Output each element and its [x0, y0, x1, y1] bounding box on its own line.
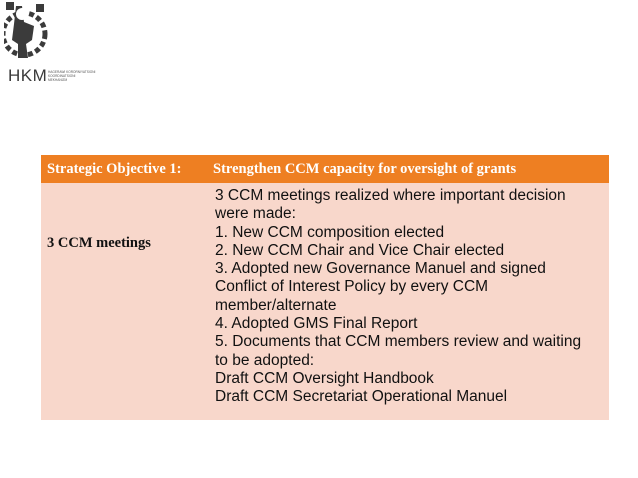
detail-line: 1. New CCM composition elected: [215, 223, 445, 241]
table-row: [41, 183, 609, 420]
detail-line: 4. Adopted GMS Final Report: [215, 315, 418, 333]
row-label: 3 CCM meetings: [47, 235, 151, 251]
logo-subtitle-line: KOORDINATSIONI: [48, 74, 76, 78]
row-details: [215, 187, 605, 407]
detail-line: to be adopted:: [215, 351, 315, 369]
logo-wordmark: HKM: [8, 66, 48, 85]
detail-line: Conflict of Interest Policy by every CCM: [215, 278, 489, 296]
table-header: [41, 155, 609, 183]
detail-line: 2. New CCM Chair and Vice Chair elected: [215, 241, 505, 259]
gear-person-icon: [4, 0, 48, 66]
detail-line: 5. Documents that CCM members review and waiting: [215, 333, 582, 351]
header-objective-label: Strategic Objective 1:: [47, 161, 182, 177]
logo-subtitle-line: MEKHANIZM: [48, 78, 68, 82]
hkm-logo: [4, 0, 96, 92]
logo-subtitle-line: HAGERAWI KORORNIYATSIONI: [48, 70, 96, 74]
objective-table: [41, 155, 609, 420]
detail-line: 3 CCM meetings realized where important decision: [215, 187, 566, 204]
detail-line: were made:: [215, 205, 296, 223]
detail-line: member/alternate: [215, 296, 337, 314]
detail-line: Draft CCM Oversight Handbook: [215, 369, 434, 387]
logo-subtitle: [48, 70, 96, 82]
detail-line: 3. Adopted new Governance Manuel and signed: [215, 260, 546, 278]
detail-line: Draft CCM Secretariat Operational Manuel: [215, 388, 508, 406]
header-objective-title: Strengthen CCM capacity for oversight of grants: [213, 161, 517, 177]
